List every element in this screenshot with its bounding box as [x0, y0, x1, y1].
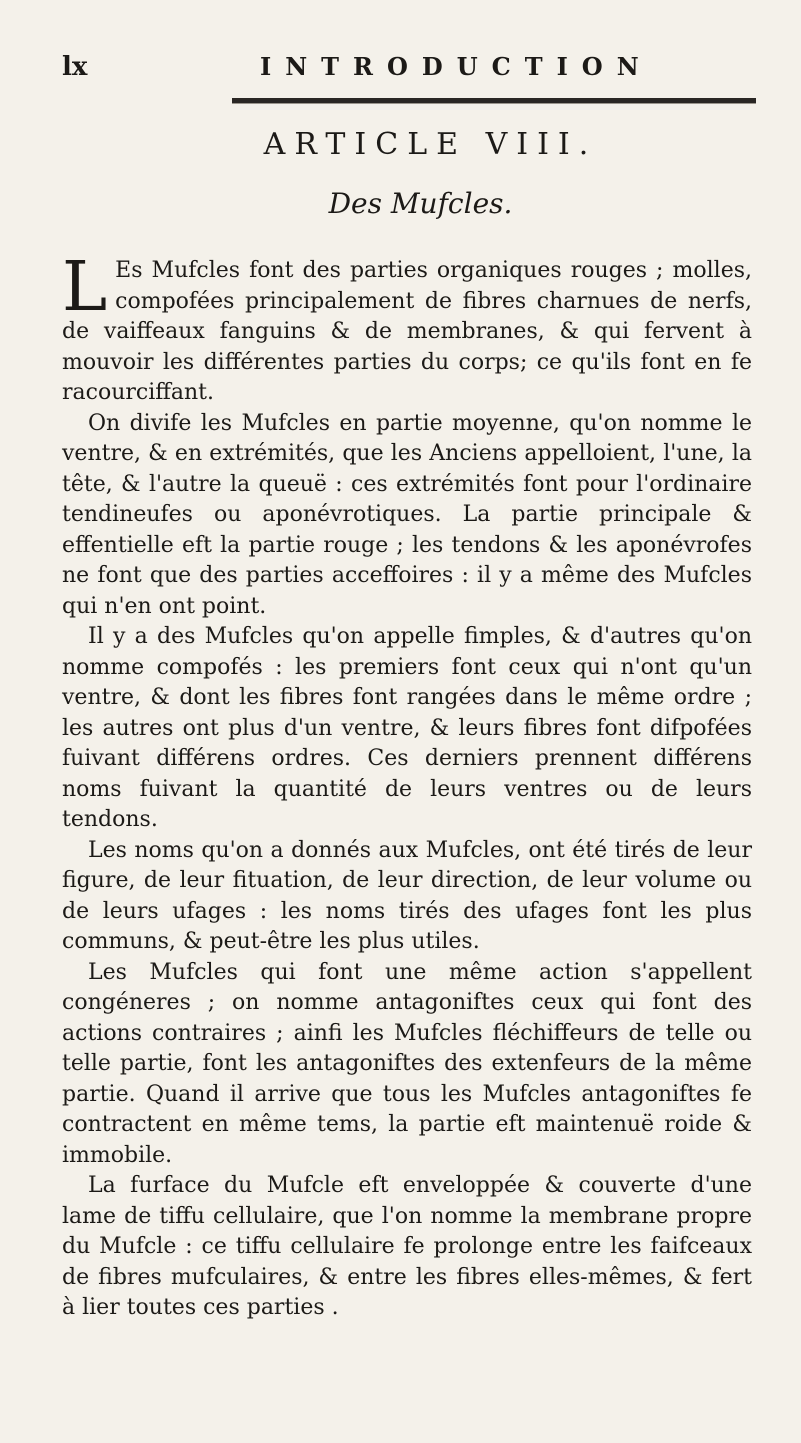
- header-rule: [232, 98, 756, 104]
- paragraph-4: Les noms qu'on a donnés aux Mufcles, ont été tirés de leur figure, de leur fituation, de leur direction, de leur volume ou de leurs ufages : les noms tirés des ufages font les plus communs, & peut-être les plus utiles.: [62, 837, 752, 954]
- article-title: ARTICLE VIII.: [263, 127, 598, 162]
- paragraph-5: Les Mufcles qui font une même action s'appellent congéneres ; on nomme antagoniftes ceux qui font des actions contraires ; ainfi les Mufcles fléchiffeurs de telle ou telle partie, font les antagoniftes des extenfeurs de la même partie. Quand il arrive que tous les Mufcles antagoniftes fe contractent en même tems, la partie eft maintenuë roide & immobile.: [62, 959, 752, 1168]
- running-head: [0, 48, 801, 88]
- drop-cap: L: [62, 248, 108, 327]
- running-head-title: INTRODUCTION: [260, 52, 653, 81]
- article-subtitle: Des Mufcles.: [328, 187, 513, 220]
- paragraph-6: La furface du Mufcle eft enveloppée & couverte d'une lame de tiffu cellulaire, que l'on nomme la membrane propre du Mufcle : ce tiffu cellulaire fe prolonge entre les faifceaux de fibres mufculaires, & entre les fibres elles-mêmes, & fert à lier toutes ces parties .: [62, 1173, 752, 1320]
- paragraph-1: [62, 248, 752, 409]
- paragraph-2: On divife les Mufcles en partie moyenne, qu'on nomme le ventre, & en extrémités, que les Anciens appelloient, l'une, la tête, & l'autre la queuë : ces extrémités font pour l'ordinaire tendineufes ou aponévrotiques. La partie principale & effentielle eft la partie rouge ; les tendons & les aponévrofes ne font que des parties acceffoires : il y a même des Mufcles qui n'en ont point.: [62, 410, 752, 619]
- page-number: lx: [62, 52, 88, 82]
- body-text: [62, 248, 752, 1324]
- paragraph-3: Il y a des Mufcles qu'on appelle fimples, & d'autres qu'on nomme compofés : les premiers font ceux qui n'ont qu'un ventre, & dont les fibres font rangées dans le même ordre ; les autres ont plus d'un ventre, & leurs fibres font difpofées fuivant différens ordres. Ces derniers prennent différens noms fuivant la quantité de leurs ventres ou de leurs tendons.: [62, 624, 752, 832]
- paragraph-1-text: Es Mufcles font des parties organiques rouges ; molles, compofées principalement de fibres charnues de nerfs, de vaiffeaux fanguins & de membranes, & qui fervent à mouvoir les différentes parties du corps; ce qu'ils font en fe racourciffant.: [62, 258, 752, 405]
